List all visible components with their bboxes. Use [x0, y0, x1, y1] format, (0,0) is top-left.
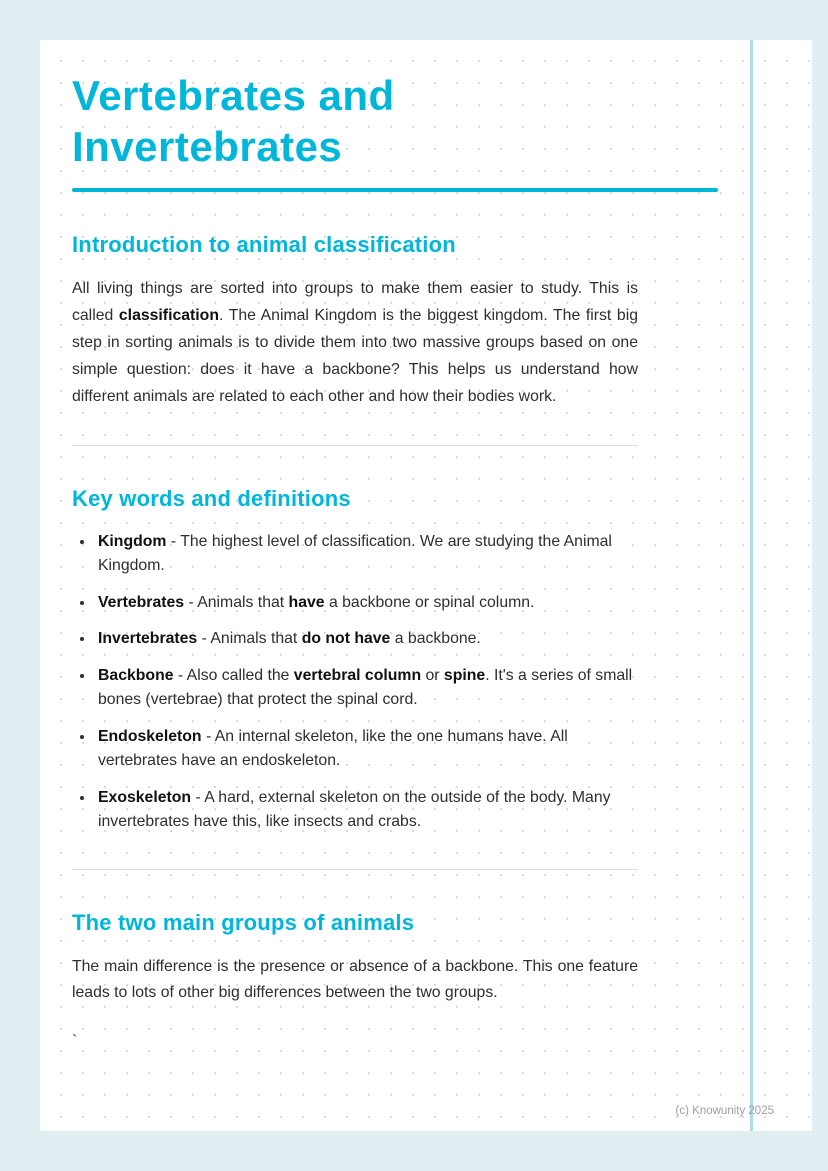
divider	[72, 445, 638, 446]
stray-backtick-mark: `	[72, 1033, 78, 1051]
groups-paragraph: The main difference is the presence or absence of a backbone. This one feature leads to lots of other big differences between the two groups.	[72, 957, 638, 1002]
definition-item: • Kingdom - The highest level of classification. We are studying the Animal Kingdom.	[95, 530, 641, 579]
title-underline	[72, 188, 718, 192]
introduction-paragraph: All living things are sorted into groups to make them easier to study. This is called classification. The Animal Kingdom is the biggest kingdom. The first big step in sorting animals is to divide them into two massive groups based on one simple question: does it have a backbone? This helps us understand how different animals are related to each other and how their bodies work.	[72, 280, 638, 405]
page-title: Vertebrates and Invertebrates	[72, 72, 395, 171]
section-heading-keywords: Key words and definitions	[72, 485, 351, 511]
section-groups	[72, 910, 638, 1052]
document-page	[40, 40, 812, 1131]
definition-item: • Invertebrates - Animals that do not have a backbone.	[95, 627, 641, 651]
section-heading-groups: The two main groups of animals	[72, 909, 415, 935]
divider	[72, 869, 638, 870]
definition-item: • Backbone - Also called the vertebral column or spine. It's a series of small bones (vertebrae) that protect the spinal cord.	[95, 664, 641, 713]
definition-item: • Vertebrates - Animals that have a backbone or spinal column.	[95, 591, 641, 615]
notebook-margin-line	[750, 40, 753, 1131]
definitions-list	[72, 530, 641, 835]
definition-item: • Endoskeleton - An internal skeleton, like the one humans have. All vertebrates have an endoskeleton.	[95, 725, 641, 774]
document-content	[72, 70, 638, 1051]
section-heading-introduction: Introduction to animal classification	[72, 232, 456, 258]
definition-item: • Exoskeleton - A hard, external skeleton on the outside of the body. Many invertebrates have this, like insects and crabs.	[95, 786, 641, 835]
section-introduction	[72, 232, 638, 410]
copyright-text: (c) Knowunity 2025	[675, 1105, 774, 1117]
section-keywords	[72, 486, 638, 835]
